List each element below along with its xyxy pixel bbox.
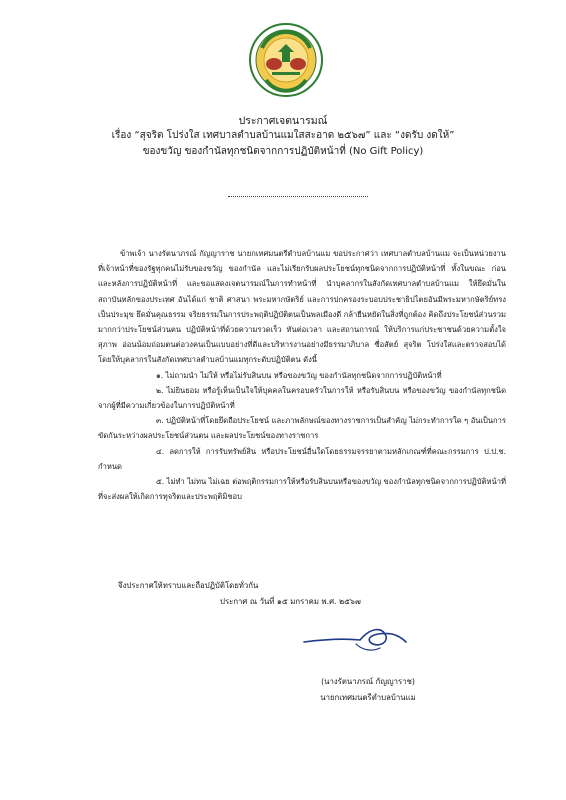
list-item: ๔. ลดการให้ การรับทรัพย์สิน หรือประโยชน์อื่นใดโดยธรรมจรรยาตามหลักเกณฑ์ที่คณะกรรมการ ป.ป.ช. กำหนด xyxy=(98,446,506,471)
subject-line-continued: ของขวัญ ของกำนัลทุกชนิดจากการปฏิบัติหน้าที่ (No Gift Policy) xyxy=(142,146,424,157)
dotted-divider xyxy=(228,196,368,197)
announcement-closing: จึงประกาศให้ทราบและถือปฏิบัติโดยทั่วกัน xyxy=(118,581,259,590)
subject-line: เรื่อง “สุจริต โปร่งใส เทศบาลตำบลบ้านแมใสสะอาด ๒๕๖๗” และ “งดรับ งดให้” xyxy=(111,130,455,141)
municipality-seal-logo xyxy=(248,22,324,98)
document-heading: ประกาศเจตนารมณ์ xyxy=(238,115,328,127)
signatory-position: นายกเทศมนตรีตำบลบ้านแม xyxy=(320,693,416,702)
list-item: ๕. ไม่ทำ ไม่ทน ไม่เฉย ต่อพฤติกรรมการให้หรือรับสินบนหรือของขวัญ ของกำนัลทุกชนิดจากการปฏิบัติหน้าที่ ที่จะส่งผลให้เกิดการทุจริตและประพฤติมิชอบ xyxy=(98,477,506,502)
intro-paragraph: ข้าพเจ้า นางรัตนาภรณ์ กัญญาราช นายกเทศมนตรีตำบลบ้านแม ขอประกาศว่า เทศบาลตำบลบ้านแม จะเป็นหน่วยงานที่เจ้าหน้าที่ของรัฐทุกคนไม่รับของขวัญ ของกำนัล และไม่เรียกรับผลประโยชน์ทุกชนิดจากการปฏิบัติหน้าที่ ทั้งในขณะ ก่อน และหลังการปฏิบัติหน้าที่ และขอแสดงเจตนารมณ์ในการทำหน้าที่ นำบุคลากรในสังกัดเทศบาลตำบลบ้านแม ให้ยึดมั่นในสถาบันหลักของประเทศ อันได้แก่ ชาติ ศาสนา พระมหากษัตริย์ และการปกครองระบอบประชาธิปไตยอันมีพระมหากษัตริย์ทรงเป็นประมุข ยึดมั่นคุณธรรม จริยธรรมในการประพฤติปฏิบัติตนเป็นพลเมืองดี กล้ายืนหยัดในสิ่งที่ถูกต้อง คิดถึงประโยชน์ส่วนรวมมากกว่าประโยชน์ส่วนตน ปฏิบัติหน้าที่ด้วยความรวดเร็ว ทันต่อเวลา และสถานการณ์ ให้บริการแก่ประชาชนด้วยความตั้งใจ สุภาพ อ่อนน้อมถ่อมตนต่อวงคนเป็นแบบอย่างที่ดีและบริหารงานอย่างมีธรรมาภิบาล ซื่อสัตย์ สุจริต โปร่งใสและตรวจสอบได้ โดยให้บุคลากรในสังกัดเทศบาลตำบลบ้านแมทุกระดับปฏิบัติตน ดังนี้ xyxy=(98,249,506,365)
list-item: ๓. ปฏิบัติหน้าที่โดยยึดถือประโยชน์ และภาพลักษณ์ของทางราชการเป็นสำคัญ ไม่กระทำการใด ๆ อันเป็นการขัดกันระหว่างผลประโยชน์ส่วนตน และผลประโยชน์ของทางราชการ xyxy=(98,416,506,441)
handwritten-signature xyxy=(300,618,410,658)
signatory-name: (นางรัตนาภรณ์ กัญญาราช) xyxy=(321,677,415,686)
announcement-body xyxy=(98,246,506,504)
list-item: ๑. ไม่ถามนำ ไม่ให้ หรือไม่รับสินบน หรือของขวัญ ของกำนัลทุกชนิดจากการปฏิบัติหน้าที่ xyxy=(156,370,442,380)
list-item: ๒. ไม่ยินยอม หรือรู้เห็นเป็นใจให้บุคคลในครอบครัวในการให้ หรือรับสินบน หรือของขวัญ ของกำนัลทุกชนิดจากผู้ที่มีความเกี่ยวข้องในการปฏิบัติหน้าที่ xyxy=(98,385,506,411)
announcement-date: ประกาศ ณ วันที่ ๑๕ มกราคม พ.ศ. ๒๕๖๗ xyxy=(220,597,361,606)
